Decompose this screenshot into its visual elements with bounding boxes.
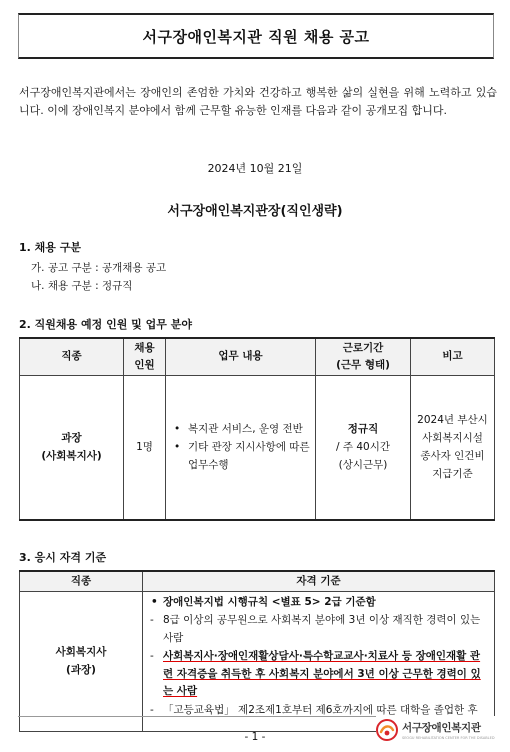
cell-note: 2024년 부산시 사회복지시설 종사자 인건비 지급기준 bbox=[411, 375, 495, 520]
cell-job bbox=[20, 375, 124, 520]
staffing-table bbox=[19, 337, 495, 521]
criteria-item: - 「고등교육법」 제2조제1호부터 제6호까지에 따른 대학을 졸업한 후 bbox=[147, 702, 488, 720]
header-count-line1: 채용 bbox=[134, 341, 155, 354]
cell-count: 1명 bbox=[124, 375, 166, 520]
header-duty: 업무 내용 bbox=[166, 338, 316, 375]
header-note: 비고 bbox=[411, 338, 495, 375]
header-count bbox=[124, 338, 166, 375]
job-title: 사회복지사 bbox=[55, 646, 107, 658]
criteria-item bbox=[147, 648, 488, 701]
page-title bbox=[18, 13, 494, 59]
qualification-table bbox=[19, 570, 495, 732]
logo-name: 서구장애인복지관 bbox=[402, 722, 481, 734]
job-subtitle: (사회복지사) bbox=[41, 450, 102, 463]
intro-paragraph: 서구장애인복지관에서는 장애인의 존엄한 가치와 건강하고 행복한 삶의 실현을 위해 노력하고 있습니다. 이에 장애인복지 분야에서 함께 근무할 유능한 인재를 다음과 같이 공개모집 합니다. bbox=[19, 86, 497, 117]
header-criteria: 자격 기준 bbox=[143, 571, 495, 591]
title-text: 서구장애인복지관 직원 채용 공고 bbox=[142, 27, 370, 46]
logo-emblem-icon bbox=[376, 719, 398, 741]
period-type: 정규직 bbox=[347, 423, 379, 436]
section1-item-b: 나. 채용 구분 : 정규직 bbox=[31, 280, 133, 292]
job-subtitle: (과장) bbox=[66, 664, 96, 676]
criteria-emphasis: 사회복지사·장애인재활상담사·특수학교교사·치료사 등 장애인재활 관련 자격증을 취득한 후 사회복지 분야에서 3년 이상 근무한 경력이 있는 사람 bbox=[163, 650, 481, 697]
header-count-line2: 인원 bbox=[134, 358, 155, 371]
announcement-date: 2024년 10월 21일 bbox=[207, 162, 303, 175]
header-job: 직종 bbox=[20, 571, 143, 591]
section2-heading: 2. 직원채용 예정 인원 및 업무 분야 bbox=[19, 318, 192, 331]
header-period-line2: (근무 형태) bbox=[336, 358, 390, 371]
header-period bbox=[316, 338, 411, 375]
organization-logo bbox=[376, 716, 501, 744]
section1-item-a: 가. 공고 구분 : 공개채용 공고 bbox=[31, 262, 167, 274]
cell-criteria bbox=[143, 591, 495, 731]
header-period-line1: 근로기간 bbox=[342, 341, 384, 354]
period-hours: / 주 40시간 bbox=[335, 441, 390, 454]
cell-period bbox=[316, 375, 411, 520]
cell-job bbox=[20, 591, 143, 731]
page-number: - 1 - bbox=[244, 731, 266, 743]
duty-list bbox=[166, 420, 315, 474]
section3-heading: 3. 응시 자격 기준 bbox=[19, 551, 107, 564]
cell-duty bbox=[166, 375, 316, 520]
organization-signature: 서구장애인복지관장(직인생략) bbox=[167, 204, 343, 219]
header-job: 직종 bbox=[20, 338, 124, 375]
section1-heading: 1. 채용 구분 bbox=[19, 241, 81, 254]
period-mode: (상시근무) bbox=[338, 459, 388, 472]
duty-item: • 기타 관장 지시사항에 따른 업무수행 bbox=[172, 438, 315, 474]
criteria-heading: • 장애인복지법 시행규칙 <별표 5> 2급 기준함 bbox=[147, 594, 488, 612]
job-title: 과장 bbox=[61, 432, 82, 445]
duty-item: • 복지관 서비스, 운영 전반 bbox=[172, 420, 315, 438]
criteria-item: - 8급 이상의 공무원으로 사회복지 분야에 3년 이상 재직한 경력이 있는 사람 bbox=[147, 612, 488, 647]
logo-subtitle: SEOGU REHABILITATION CENTER FOR THE DISABLED bbox=[402, 736, 495, 740]
